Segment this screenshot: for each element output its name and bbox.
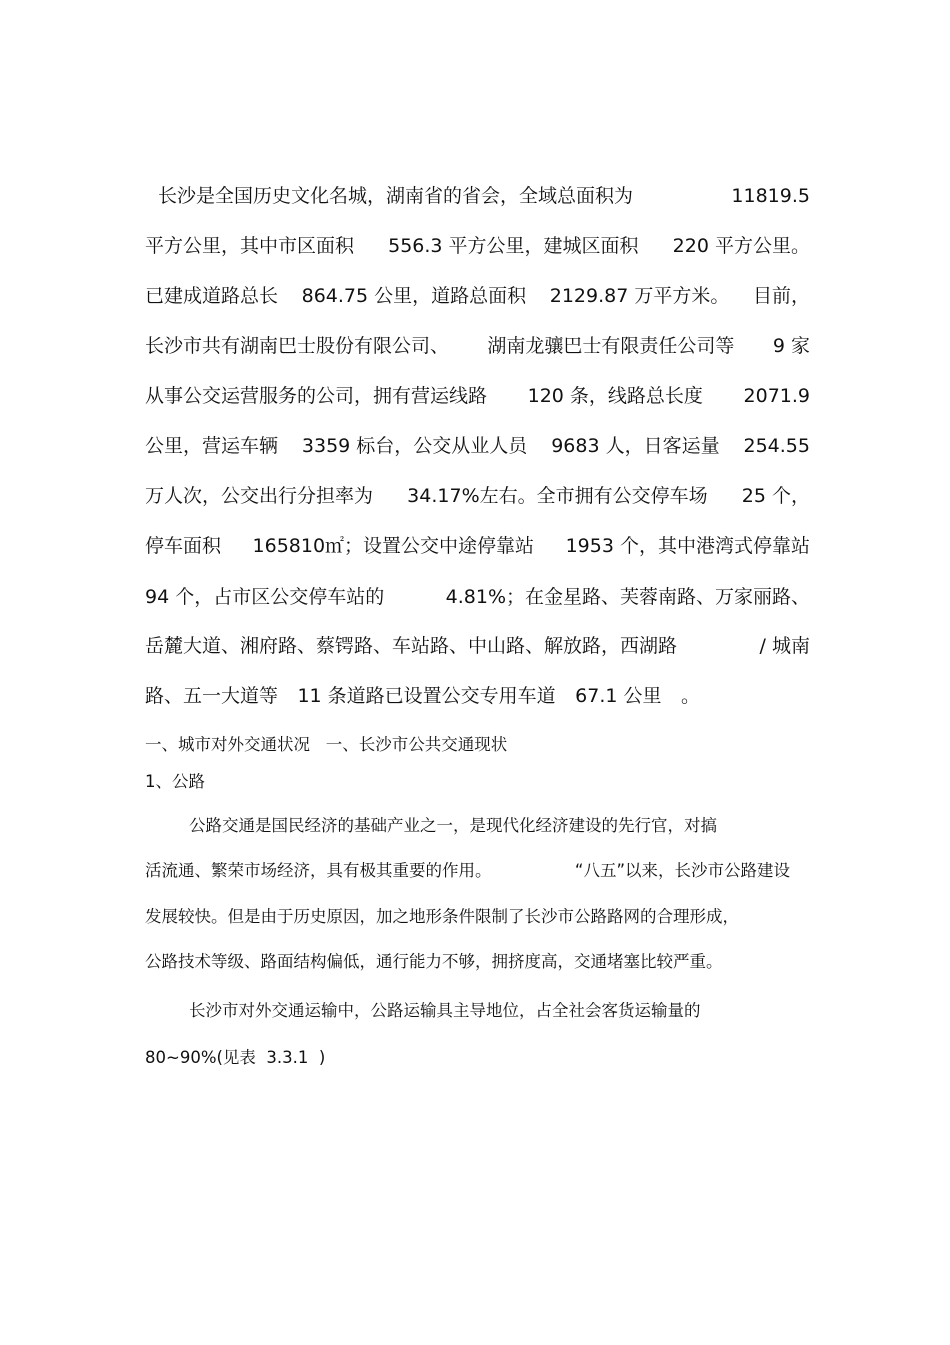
text-segment: 94 个，占市区公交停车站的 (145, 586, 385, 608)
text-segment: 9 家 (772, 335, 810, 357)
text-segment: 2129.87 万平方米。 (549, 285, 730, 307)
text-segment: 长沙市共有湖南巴士股份有限公司、 (145, 335, 450, 357)
text-segment: 11 条道路已设置公交专用车道 (297, 685, 556, 707)
text-segment: 平方公里，其中市区面积 (145, 235, 355, 257)
text-segment: 长沙是全国历史文化名城，湖南省的省会，全域总面积为 (158, 185, 634, 207)
text-segment: 220 平方公里。 (672, 235, 810, 257)
text-segment: / 城南 (759, 635, 810, 657)
intro-line-2 (145, 231, 810, 258)
text-segment: 80~90%(见表 3.3.1 ) (145, 1048, 326, 1067)
text-segment: 3359 标台，公交从业人员 (301, 435, 528, 457)
text-segment: 2071.9 (743, 385, 810, 407)
para3-line-1 (189, 997, 701, 1021)
text-segment: 湖南龙骧巴士有限责任公司等 (487, 335, 735, 357)
text-segment: 9683 人，日客运量 (551, 435, 720, 457)
text-segment: 864.75 公里，道路总面积 (301, 285, 527, 307)
text-segment: 。 (680, 685, 700, 707)
text-segment: 公路交通是国民经济的基础产业之一，是现代化经济建设的先行官，对搞 (189, 816, 717, 835)
intro-line-1 (158, 181, 810, 208)
text-segment: 岳麓大道、湘府路、蔡锷路、车站路、中山路、解放路，西湖路 (145, 635, 678, 657)
para2-line-3 (145, 903, 739, 927)
text-segment: 67.1 公里 (575, 685, 662, 707)
text-segment: 556.3 平方公里，建城区面积 (388, 235, 639, 257)
text-segment: 目前， (752, 285, 810, 307)
intro-line-5 (145, 381, 810, 408)
text-segment: 25 个， (741, 485, 810, 507)
intro-line-7 (145, 481, 810, 508)
text-segment: 公里，营运车辆 (145, 435, 279, 457)
text-segment: 从事公交运营服务的公司，拥有营运线路 (145, 385, 488, 407)
text-segment: 1953 个，其中港湾式停靠站 (565, 535, 810, 557)
text-segment: 万人次，公交出行分担率为 (145, 485, 374, 507)
text-segment: 254.55 (743, 435, 810, 457)
text-segment: 165810㎡；设置公交中途停靠站 (252, 535, 535, 557)
text-segment: 发展较快。但是由于历史原因，加之地形条件限制了长沙市公路路网的合理形成， (145, 907, 739, 926)
intro-line-9 (145, 582, 810, 609)
intro-line-8 (145, 531, 810, 558)
section-heading (145, 731, 507, 755)
text-segment: 长沙市对外交通运输中，公路运输具主导地位，占全社会客货运输量的 (189, 1001, 701, 1020)
intro-line-10 (145, 631, 810, 658)
intro-line-4 (145, 331, 810, 358)
text-segment: “八五”以来，长沙市公路建设 (574, 861, 790, 880)
para2-line-2 (145, 857, 790, 881)
para2-line-4 (145, 948, 723, 972)
para3-line-2 (145, 1044, 325, 1068)
text-segment: 120 条，线路总长度 (527, 385, 703, 407)
intro-line-11 (145, 681, 700, 708)
para2-line-1 (189, 812, 717, 836)
text-segment: 活流通、繁荣市场经济，具有极其重要的作用。 (145, 861, 492, 880)
text-segment: 11819.5 (731, 185, 810, 207)
intro-line-3 (145, 281, 810, 308)
heading-text: 一、城市对外交通状况 一、长沙市公共交通现状 (145, 735, 508, 754)
text-segment: 34.17%左右。全市拥有公交停车场 (407, 485, 708, 507)
subheading (145, 768, 205, 792)
subheading-text: 1、公路 (145, 772, 205, 791)
text-segment: 停车面积 (145, 535, 222, 557)
intro-line-6 (145, 431, 810, 458)
text-segment: 4.81%；在金星路、芙蓉南路、万家丽路、 (445, 586, 810, 608)
text-segment: 路、五一大道等 (145, 685, 279, 707)
text-segment: 公路技术等级、路面结构偏低，通行能力不够，拥挤度高，交通堵塞比较严重。 (145, 952, 723, 971)
text-segment: 已建成道路总长 (145, 285, 279, 307)
